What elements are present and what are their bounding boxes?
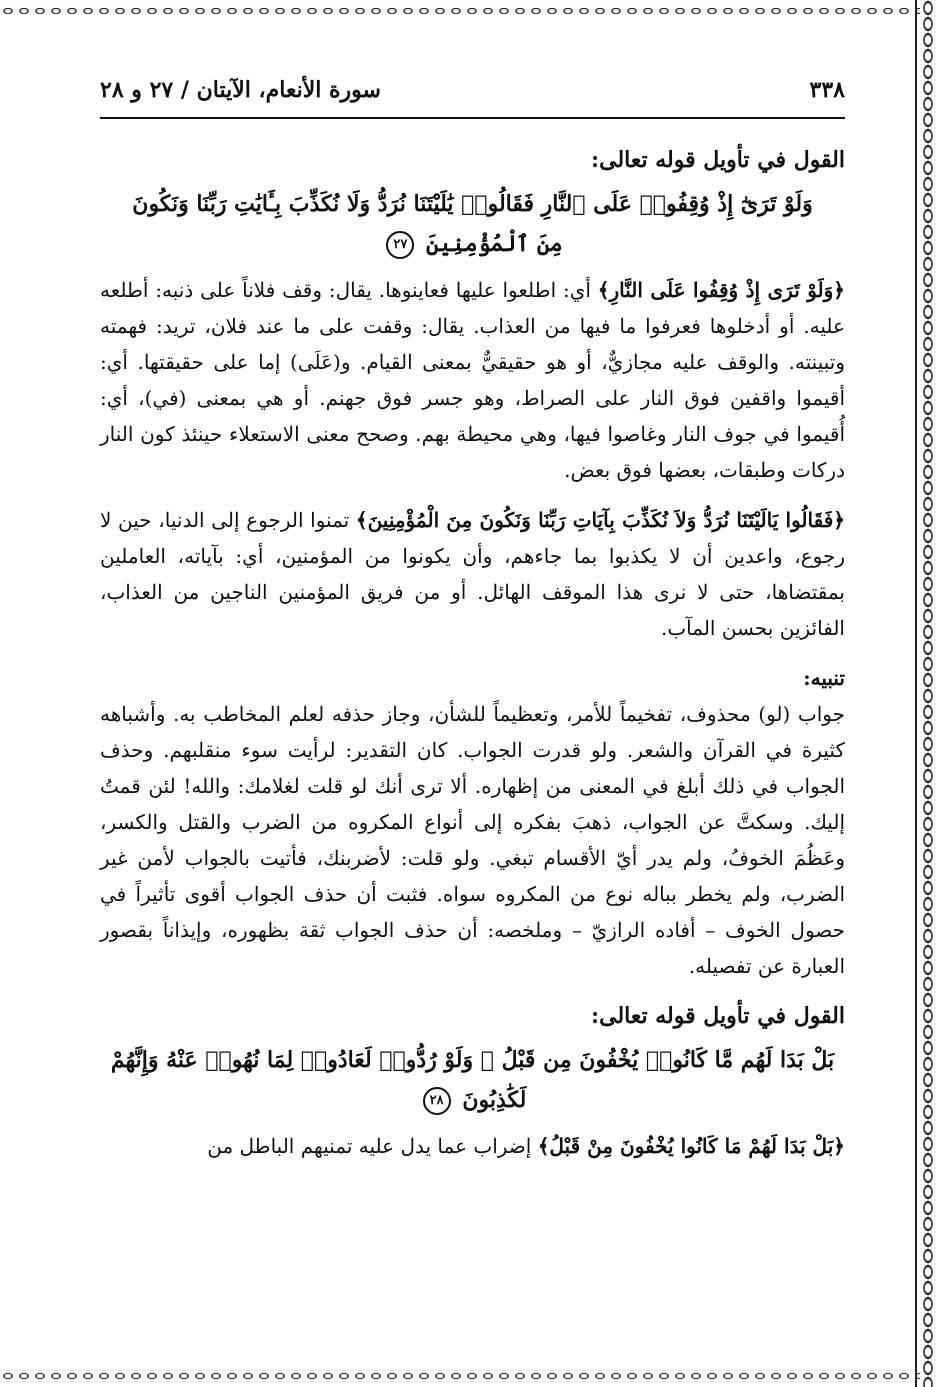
note-paragraph: جواب (لو) محذوف، تفخيماً للأمر، وتعظيماً للشأن، وجاز حذفه لعلم المخاطب به. وأشباهه كثيرة في القرآن والشعر. ولو قدرت الجواب. كان التقدير: لرأيت سوء منقلبهم. وحذف الجواب في ذلك أبلغ في المعنى من إظهاره. ألا ترى أنك لو قلت لغلامك: والله! لئن قمتُ إليك. وسكتَّ عن الجواب، ذهبَ بفكره إلى أنواع المكروه من الضرب والقتل والكسر، وعَظُمَ الخوفُ، ولم يدر أيّ الأقسام تبغي. ولو قلت: لأضربنك، فأتيت بالجواب لأمن غير الضرب، ولم يخطر بباله نوع من المكروه سواه. فثبت أن حذف الجواب أقوى تأثيراً في حصول الخوف – أفاده الرازيّ – وملخصه: أن حذف الجواب ثقة بظهوره، وإيذاناً بقصور العبارة عن تفصيله. (100, 702, 845, 978)
verse-text: بَلْ بَدَا لَهُم مَّا كَانُوا۟ يُخْفُونَ مِن قَبْلُ ۖ وَلَوْ رُدُّوا۟ لَعَادُوا۟ لِمَا نُهُوا۟ عَنْهُ وَإِنَّهُمْ لَكَٰذِبُونَ (110, 1047, 835, 1113)
quoted-verse: ﴿وَلَوْ تَرَى إِذْ وُقِفُوا عَلَى النَّارِ﴾ (597, 278, 845, 302)
commentary-text: تمنوا الرجوع إلى الدنيا، حين لا رجوع، واعدين أن لا يكذبوا بما جاءهم، وأن يكونوا من المؤمنين، أي: بآياته، العاملين بمقتضاها، حتى لا نرى هذا الموقف الهائل. أو من فريق المؤمنين الناجين من العذاب، الفائزين بحسن المآب. (100, 508, 845, 640)
verse-number-marker: ٢٨ (423, 1087, 451, 1115)
verse-number-marker: ٢٧ (386, 231, 414, 259)
bottom-border-ornament (0, 1369, 920, 1383)
section-heading-1: القول في تأويل قوله تعالى: (591, 147, 845, 173)
commentary-text: أي: اطلعوا عليها فعاينوها. يقال: وقف فلاناً على ذنبه: أطلعه عليه. أو أدخلوها فعرفوا ما فيها من العذاب. يقال: وقفت على ما عند فلان، تريد: فهمته وتبينته. والوقف عليه مجازيٌّ، أو هو حقيقيٌّ بمعنى القيام. و(عَلَى) إما على حقيقتها. أي: أقيموا واقفين فوق النار على الصراط، وهو جسر فوق جهنم. أو هي بمعنى (في)، أي: أُقيموا في جوف النار وغاصوا فيها، وهي محيطة بهم. وصحح معنى الاستعلاء حينئذ كون النار دركات وطبقات، بعضها فوق بعض. (100, 278, 845, 482)
verse-line-2 (100, 224, 845, 264)
commentary-paragraph-1 (100, 272, 845, 488)
verse-line-2-text: مِنَ ٱلْمُؤْمِنِينَ (426, 231, 563, 257)
quoted-verse: ﴿فَقَالُوا يَالَيْتَنَا نُرَدُّ وَلاَ نُكَذِّبَ بِآيَاتِ رَبِّنَا وَنَكُونَ مِنَ الْمُؤْمِنِينَ﴾ (355, 508, 845, 532)
quran-verse-27 (100, 184, 845, 264)
header-rule (100, 117, 845, 119)
section-heading-2: القول في تأويل قوله تعالى: (591, 1003, 845, 1029)
page-body (100, 138, 845, 1178)
top-border-ornament (0, 4, 920, 18)
commentary-paragraph-3 (100, 1128, 845, 1164)
note-heading: تنبيه: (803, 666, 845, 690)
side-rule (915, 0, 917, 1387)
page-number: ٣٣٨ (809, 77, 845, 103)
quoted-verse: ﴿بَلْ بَدَا لَهُمْ مَا كَانُوا يُخْفُونَ مِنْ قَبْلُ﴾ (537, 1134, 845, 1158)
verse-line-1: وَلَوْ تَرَىٰٓ إِذْ وُقِفُوا۟ عَلَى ٱلنَّارِ فَقَالُوا۟ يَٰلَيْتَنَا نُرَدُّ وَلَا نُكَذِّبَ بِـَٔايَٰتِ رَبِّنَا وَنَكُونَ (132, 191, 813, 217)
running-title: سورة الأنعام، الآيتان / ٢٧ و ٢٨ (100, 77, 381, 103)
quran-verse-28 (100, 1040, 845, 1120)
commentary-paragraph-2 (100, 502, 845, 646)
commentary-text: إضراب عما يدل عليه تمنيهم الباطل من (207, 1134, 538, 1158)
page-header (100, 70, 845, 110)
side-border-ornament (921, 0, 935, 1387)
